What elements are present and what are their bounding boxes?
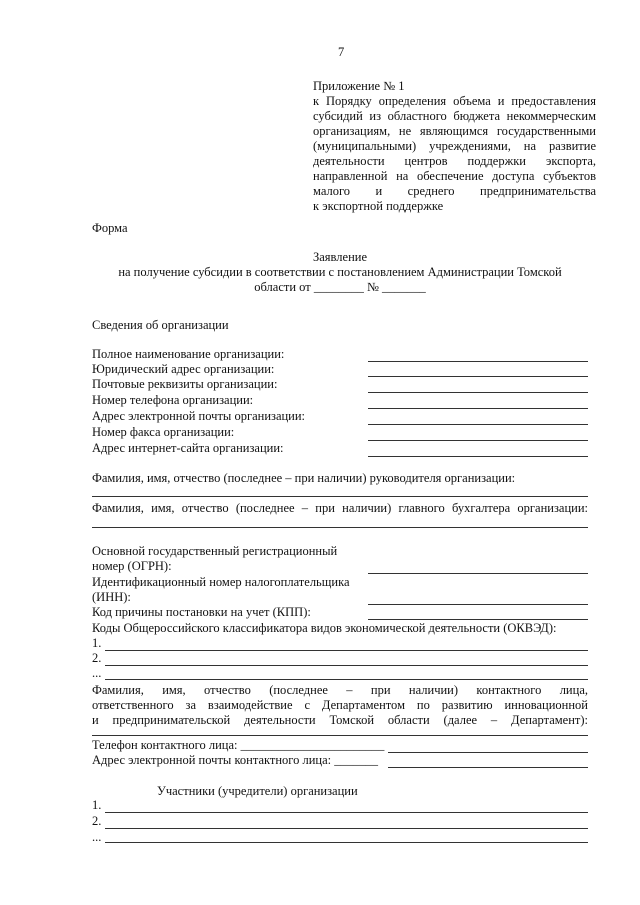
accountant-fio-input[interactable] bbox=[92, 527, 588, 528]
participant-item-number: ... bbox=[92, 830, 102, 844]
appendix-line: малого и среднего предпринимательства bbox=[313, 184, 596, 198]
participant-item-input[interactable] bbox=[105, 812, 588, 813]
okved-item-number: 2. bbox=[92, 651, 102, 665]
appendix-line: деятельности центров поддержки экспорта, bbox=[313, 154, 596, 168]
org-field-label: Почтовые реквизиты организации: bbox=[92, 377, 278, 391]
inn-input[interactable] bbox=[368, 604, 588, 605]
kpp-label: Код причины постановки на учет (КПП): bbox=[92, 605, 311, 619]
participant-item-number: 2. bbox=[92, 814, 102, 828]
ogrn-label: номер (ОГРН): bbox=[92, 559, 172, 573]
ogrn-label: Основной государственный регистрационный bbox=[92, 544, 338, 558]
okved-item-number: 1. bbox=[92, 636, 102, 650]
inn-label: Идентификационный номер налогоплательщика bbox=[92, 575, 350, 589]
okved-item-input[interactable] bbox=[105, 665, 588, 666]
contact-fio-input[interactable] bbox=[92, 735, 588, 736]
contact-fio-label: и предпринимательской деятельности Томской области (далее – Департамент): bbox=[92, 713, 588, 727]
form-label: Форма bbox=[92, 221, 128, 235]
contact-phone-input[interactable] bbox=[388, 752, 588, 753]
okved-item-input[interactable] bbox=[105, 650, 588, 651]
org-field-label: Полное наименование организации: bbox=[92, 347, 285, 361]
appendix-line: направленной на обеспечение доступа субъектов bbox=[313, 169, 596, 183]
appendix-line: к экспортной поддержке bbox=[313, 199, 444, 213]
org-field-label: Юридический адрес организации: bbox=[92, 362, 275, 376]
participants-title: Участники (учредители) организации bbox=[157, 784, 358, 798]
org-field-input[interactable] bbox=[368, 376, 588, 377]
contact-email-input[interactable] bbox=[388, 767, 588, 768]
page-number: 7 bbox=[338, 45, 345, 59]
okved-item-number: ... bbox=[92, 666, 102, 680]
org-field-input[interactable] bbox=[368, 392, 588, 393]
contact-fio-label: ответственного за взаимодействие с Департаментом по развитию инновационной bbox=[92, 698, 588, 712]
ogrn-input[interactable] bbox=[368, 573, 588, 574]
heading-title: Заявление bbox=[312, 250, 367, 264]
head-fio-input[interactable] bbox=[92, 496, 588, 497]
head-fio-label: Фамилия, имя, отчество (последнее – при наличии) руководителя организации: bbox=[92, 471, 516, 485]
participant-item-input[interactable] bbox=[105, 842, 588, 843]
appendix-line: к Порядку определения объема и предоставления bbox=[313, 94, 596, 108]
appendix-line: организациям, не являющимся государственными bbox=[313, 124, 596, 138]
org-field-label: Номер телефона организации: bbox=[92, 393, 254, 407]
org-field-label: Адрес интернет-сайта организации: bbox=[92, 441, 284, 455]
contact-phone-label: Телефон контактного лица: _______________________ bbox=[92, 738, 385, 752]
participant-item-input[interactable] bbox=[105, 828, 588, 829]
org-field-input[interactable] bbox=[368, 408, 588, 409]
org-field-input[interactable] bbox=[368, 424, 588, 425]
heading-line: области от ________ № _______ bbox=[254, 280, 426, 294]
org-field-input[interactable] bbox=[368, 361, 588, 362]
org-field-label: Номер факса организации: bbox=[92, 425, 235, 439]
heading-line: на получение субсидии в соответствии с постановлением Администрации Томской bbox=[118, 265, 562, 279]
appendix-title: Приложение № 1 bbox=[313, 79, 405, 93]
kpp-input[interactable] bbox=[368, 619, 588, 620]
appendix-line: субсидий из областного бюджета некоммерческим bbox=[313, 109, 596, 123]
org-section-title: Сведения об организации bbox=[92, 318, 229, 332]
appendix-line: (муниципальными) учреждениями, на развитие bbox=[313, 139, 596, 153]
okved-item-input[interactable] bbox=[105, 679, 588, 680]
org-field-label: Адрес электронной почты организации: bbox=[92, 409, 306, 423]
contact-fio-label: Фамилия, имя, отчество (последнее – при наличии) контактного лица, bbox=[92, 683, 588, 697]
inn-label: (ИНН): bbox=[92, 590, 131, 604]
participant-item-number: 1. bbox=[92, 798, 102, 812]
accountant-fio-label: Фамилия, имя, отчество (последнее – при наличии) главного бухгалтера организации: bbox=[92, 501, 588, 515]
org-field-input[interactable] bbox=[368, 440, 588, 441]
org-field-input[interactable] bbox=[368, 456, 588, 457]
okved-label: Коды Общероссийского классификатора видов экономической деятельности (ОКВЭД): bbox=[92, 621, 557, 635]
contact-email-label: Адрес электронной почты контактного лица: _______ bbox=[92, 753, 379, 767]
